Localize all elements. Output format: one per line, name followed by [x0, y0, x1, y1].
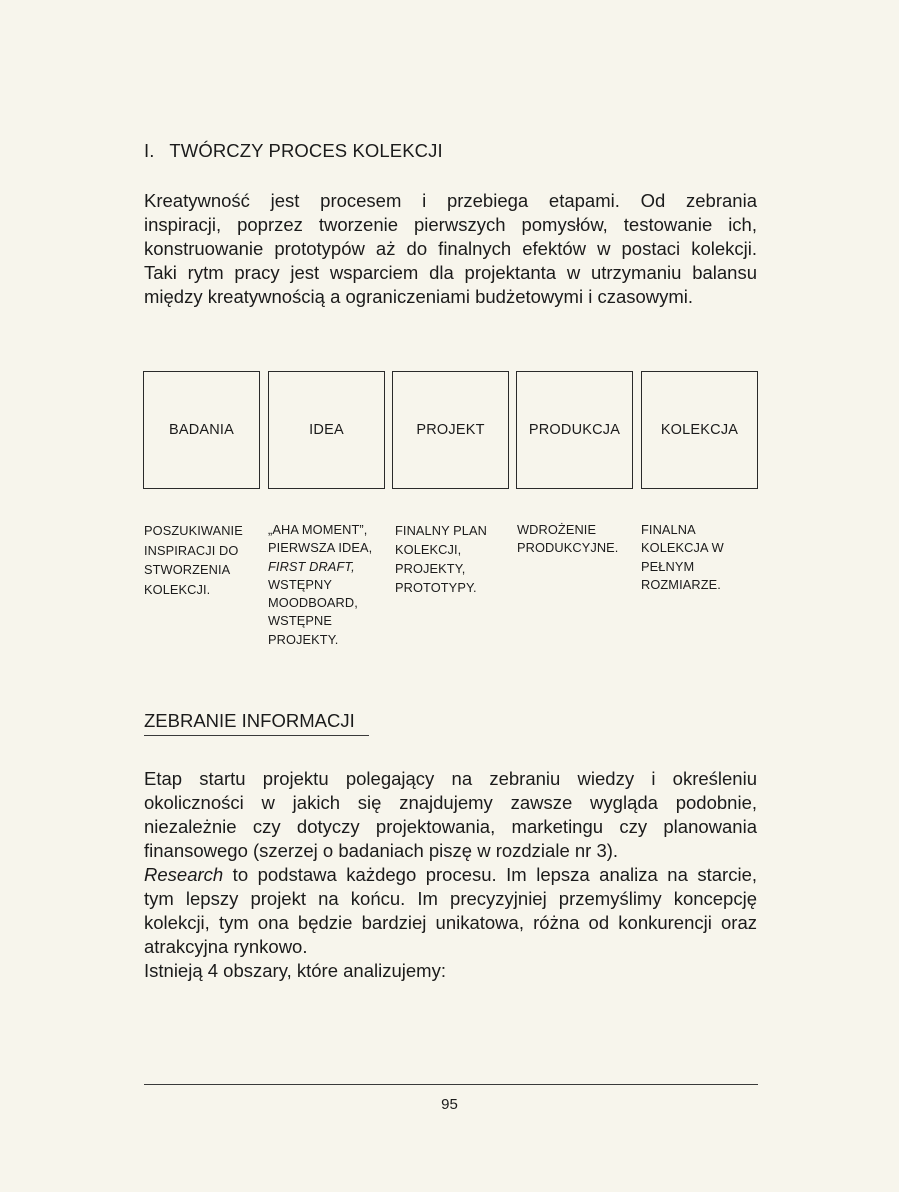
body-line: [144, 863, 757, 887]
description-line: PRODUKCYJNE.: [517, 540, 619, 556]
body-line: niezależnie czy dotyczy projektowania, marketingu czy planowania: [144, 816, 757, 837]
description-line: KOLEKCJI.: [144, 581, 211, 597]
description-line: WSTĘPNY: [268, 576, 332, 592]
body-line: okoliczności w jakich się znajdujemy zawsze wygląda podobnie,: [144, 792, 757, 813]
intro-line: Kreatywność jest procesem i przebiega etapami. Od zebrania: [144, 190, 757, 211]
description-line: PROJEKTY.: [268, 631, 339, 647]
description-line: ROZMIARZE.: [641, 576, 721, 592]
section-heading: [144, 140, 443, 162]
description-line: WSTĘPNE: [268, 613, 332, 629]
stage-label: PRODUKCJA: [528, 422, 621, 438]
body-line: finansowego (szerzej o badaniach piszę w rozdziale nr 3).: [144, 840, 619, 861]
description-line: STWORZENIA: [144, 562, 231, 577]
stage-description-produkcja: [517, 521, 639, 558]
stage-description-badania: [144, 521, 266, 599]
subsection-underline: [144, 735, 369, 736]
process-diagram: [143, 371, 759, 490]
description-line: INSPIRACJI DO: [144, 542, 239, 558]
section-title: TWÓRCZY PROCES KOLEKCJI: [169, 140, 443, 161]
body-line: Etap startu projektu polegający na zebraniu wiedzy i określeniu: [144, 768, 757, 789]
description-line: KOLEKCJA W: [641, 540, 724, 556]
body-line: tym lepszy projekt na końcu. Im precyzyjniej przemyślimy koncepcję: [144, 888, 757, 909]
section-number: I.: [144, 140, 155, 161]
description-line: FINALNY PLAN: [395, 523, 487, 538]
stage-description-idea: [268, 521, 390, 649]
intro-line: inspiracji, poprzez tworzenie pierwszych pomysłów, testowanie ich,: [144, 214, 757, 235]
stage-box-projekt: [392, 371, 509, 489]
description-line: MOODBOARD,: [268, 595, 358, 611]
body-line-rest: to podstawa każdego procesu. Im lepsza analiza na starcie,: [223, 864, 757, 885]
stage-description-kolekcja: [641, 521, 763, 594]
description-line: PROJEKTY,: [395, 561, 466, 576]
description-line: „AHA MOMENT”,: [268, 522, 368, 537]
intro-line: między kreatywnością a ograniczeniami budżetowymi i czasowymi.: [144, 286, 694, 307]
subsection-heading: ZEBRANIE INFORMACJI: [144, 710, 355, 731]
intro-line: konstruowanie prototypów aż do finalnych efektów w postaci kolekcji.: [144, 238, 757, 259]
footer-rule: [144, 1084, 758, 1085]
stage-box-kolekcja: [641, 371, 758, 489]
intro-line: Taki rytm pracy jest wsparciem dla projektanta w utrzymaniu balansu: [144, 262, 757, 283]
description-line: PIERWSZA IDEA,: [268, 540, 373, 556]
stage-label: IDEA: [309, 422, 344, 438]
stage-box-idea: [268, 371, 385, 489]
body-line: atrakcyjna rynkowo.: [144, 936, 308, 957]
body-line: Istnieją 4 obszary, które analizujemy:: [144, 960, 446, 981]
stage-box-produkcja: [516, 371, 633, 489]
page-number: 95: [441, 1096, 458, 1113]
stage-description-projekt: [395, 521, 517, 597]
description-line: POSZUKIWANIE: [144, 523, 243, 538]
description-line: KOLEKCJI,: [395, 542, 462, 557]
body-paragraph: [144, 767, 757, 983]
body-line: kolekcji, tym ona będzie bardziej unikatowa, różna od konkurencji oraz: [144, 912, 757, 933]
description-line: PROTOTYPY.: [395, 580, 477, 595]
intro-paragraph: [144, 189, 757, 309]
description-line: FINALNA: [641, 522, 696, 537]
description-line: PEŁNYM: [641, 558, 695, 574]
stage-label: PROJEKT: [416, 422, 485, 438]
description-line: FIRST DRAFT,: [268, 558, 355, 574]
stage-label: KOLEKCJA: [660, 422, 739, 438]
research-term: Research: [144, 864, 224, 885]
description-line: WDROŻENIE: [517, 522, 597, 537]
stage-box-badania: [143, 371, 260, 489]
stage-label: BADANIA: [168, 422, 235, 438]
